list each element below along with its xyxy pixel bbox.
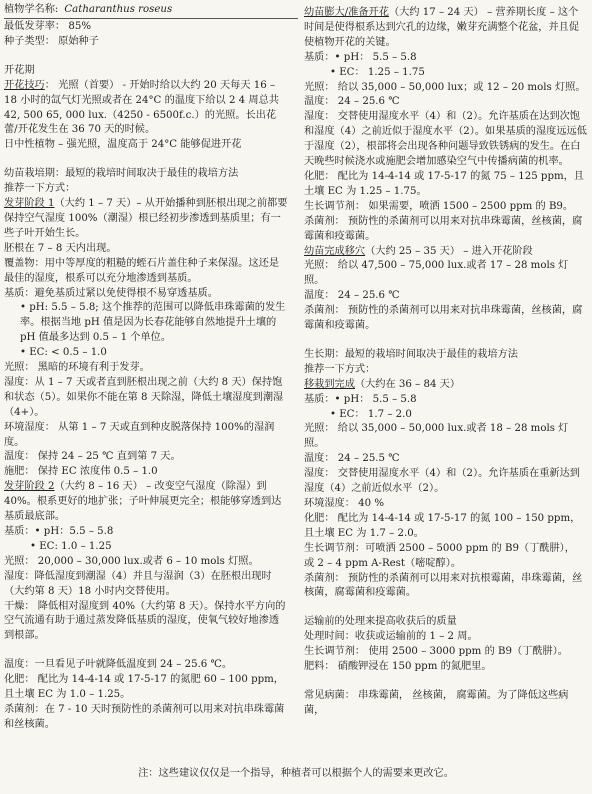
section-heading: 开花技巧 <box>4 79 45 91</box>
paragraph-text: 运输前的处理来提高收获后的质量 <box>304 616 457 628</box>
right-paragraph <box>304 408 588 423</box>
paragraph-text: （大约 25 – 35 天） – 进入开花阶段 <box>365 245 533 257</box>
paragraph-spacer <box>304 675 588 689</box>
paragraph-spacer <box>304 334 588 348</box>
right-paragraph <box>304 660 588 675</box>
left-paragraph <box>4 287 288 302</box>
paragraph-text: EC: < 0.5 – 1.0 <box>29 347 107 359</box>
paragraph-text: 温度： 24 – 25.5 ℃ <box>304 453 400 465</box>
paragraph-text: 化肥： 配比为 14-4-14 或 17-5-17 的氮 75 – 125 ppm，且土壤 EC 为 1.25 – 1.75。 <box>304 170 584 197</box>
right-paragraph <box>304 259 588 289</box>
paragraph-text: EC： 1.7 – 2.0 <box>339 408 412 420</box>
right-paragraph <box>304 304 588 334</box>
paragraph-text: 推荐一下方式： <box>304 363 376 375</box>
paragraph-text: 环境湿度： 40 % <box>304 498 385 509</box>
paragraph-text: 基质：• pH： 5.5 – 5.8 <box>304 51 417 63</box>
left-paragraph <box>4 525 288 540</box>
botanical-name-label: 植物学名称: <box>4 4 59 16</box>
right-paragraph <box>304 110 588 170</box>
right-paragraph <box>304 452 588 467</box>
right-paragraph <box>304 497 588 512</box>
left-paragraph <box>4 703 288 733</box>
paragraph-text: 生长调节剂：可喷洒 2500 – 5000 ppm 的 B9（丁酰肼）， 或 2 – 4 ppm A-Rest（嘧啶醇）。 <box>304 542 575 569</box>
left-paragraph <box>4 450 288 465</box>
left-paragraph <box>4 361 288 376</box>
right-paragraph <box>304 51 588 66</box>
paragraph-text: 湿度： 交替使用湿度水平（4）和（2）。允许基质在重新达到湿度（4）之前近似水平（2）。 <box>304 468 580 495</box>
footer-note: 注：这些建议仅仅是一个指导，种植者可以根据个人的需要来更改它。 <box>138 768 454 779</box>
paragraph-text: 推荐一下方式： <box>4 183 76 195</box>
right-paragraph <box>304 393 588 408</box>
right-paragraph <box>304 378 588 393</box>
paragraph-text: 温度：一旦看见子叶就降低温度到 24 – 25.6 ℃。 <box>4 659 233 671</box>
right-paragraph <box>304 6 588 51</box>
paragraph-text: pH: 5.5 – 5.8; 这个推荐的范围可以降低串珠霉菌的发生率。根据当地 pH 值是因为长春花能够自然地提升土壤的 pH 值最多达到 0.5 – 1 个单位。 <box>20 302 286 344</box>
right-paragraph <box>304 630 588 645</box>
section-heading: 幼苗膨大/准备开花 <box>304 7 389 18</box>
right-paragraph <box>304 572 588 602</box>
paragraph-text: 常见病菌： 串珠霉菌， 丝核菌， 腐霉菌。为了降低这些病菌， <box>304 689 569 716</box>
left-paragraph <box>4 480 288 525</box>
paragraph-text: 光照： 20,000 – 30,000 lux.或者 6 – 10 mols 灯照。 <box>4 555 259 567</box>
paragraph-spacer <box>4 153 288 167</box>
left-column <box>4 20 288 754</box>
paragraph-text: （大约 17 – 24 天） – 营养期长度 – 这个时间是使得根系达到穴孔的边缘，嫩芽充满整个花盆，并且促使植物开花的关键。 <box>304 7 580 48</box>
right-column <box>304 6 588 766</box>
right-paragraph <box>304 512 588 542</box>
paragraph-text: 化肥： 配比为 14-4-14 或 17-5-17 的氮 100 – 150 ppm，且土壤 EC 为 1.7 – 2.0。 <box>304 512 581 539</box>
paragraph-text: 杀菌剂： 预防性的杀菌剂可以用来对抗串珠霉菌，丝核菌，腐霉菌和疫霉菌。 <box>304 305 583 332</box>
right-paragraph <box>304 95 588 110</box>
paragraph-text: 杀菌剂：在 7 - 10 天时预防性的杀菌剂可以用来对抗串珠霉菌和丝核菌。 <box>4 703 285 730</box>
paragraph-text: 生长调节剂： 使用 2500 – 3000 ppm 的 B9（丁酰肼）。 <box>304 646 568 658</box>
right-paragraph <box>304 200 588 215</box>
paragraph-text: 种子类型： 原始种子 <box>4 35 99 47</box>
left-paragraph <box>4 35 288 50</box>
left-paragraph <box>4 658 288 673</box>
paragraph-text: 温度： 保持 24 – 25 ℃ 直到第 7 天。 <box>4 451 181 463</box>
right-paragraph <box>304 170 588 200</box>
paragraph-text: 光照： 给以 35,000 – 50,000 lux.或者 18 – 28 mols 灯照。 <box>304 423 569 450</box>
paragraph-text: ： 光照（首要） - 开始时给以大约 20 天每天 16 – 18 小时的氙气灯光照或者在 24°C 的温度下给以 2 4 周总共 42, 500 65, 000 lux.（4250 - 6500f.c.）的光照。长出花蕾/开花发生在 36 70 天的时候。 <box>4 79 279 136</box>
paragraph-text: EC： 1.25 – 1.75 <box>339 66 425 78</box>
left-paragraph <box>4 346 288 361</box>
paragraph-text: 湿度：从 1 – 7 天或者直到胚根出现之前（大约 8 天）保持饱和状态（5）。如果你不能在第 8 天除湿，降低土壤湿度到潮湿（4+）。 <box>4 376 284 418</box>
section-heading: 移栽到完成 <box>304 378 355 390</box>
left-paragraph <box>4 79 288 139</box>
paragraph-text: 环境湿度： 从第 1 – 7 天或直到种皮脱落保持 100%的湿润度。 <box>4 421 275 448</box>
left-paragraph <box>4 376 288 421</box>
paragraph-text: 杀菌剂： 预防性的杀菌剂可以用来对抗根霉菌，串珠霉菌，丝核菌，腐霉菌和疫霉菌。 <box>304 572 583 599</box>
right-paragraph <box>304 215 588 245</box>
left-paragraph <box>4 570 288 600</box>
paragraph-text: 光照： 给以 47,500 – 75,000 lux.或者 17 – 28 mols 灯照。 <box>304 260 569 287</box>
paragraph-text: 基质：• pH： 5.5 – 5.8 <box>304 393 417 405</box>
paragraph-text: （大约在 36 – 84 天） <box>354 378 461 390</box>
right-paragraph <box>304 289 588 304</box>
right-paragraph <box>304 348 588 363</box>
paragraph-text: 光照： 黑暗的环境有利于发芽。 <box>4 362 150 374</box>
left-paragraph <box>4 138 288 153</box>
section-heading: 发芽阶段 1 <box>4 198 55 210</box>
left-paragraph <box>4 64 288 79</box>
right-paragraph <box>304 363 588 378</box>
left-paragraph <box>4 301 288 346</box>
left-paragraph <box>4 465 288 480</box>
paragraph-text: 温度： 24 – 25.6 ℃ <box>304 290 400 302</box>
paragraph-text: 光照： 给以 35,000 – 50,000 lux；或 12 – 20 mols 灯照。 <box>304 81 586 93</box>
right-paragraph <box>304 245 588 260</box>
paragraph-text: （大约 8 – 16 天） – 改变空气湿度（除湿）到 40%。根系更好的地扩张；子叶伸展更完全；根能够穿透到达基质最底部。 <box>4 481 282 523</box>
paragraph-text: 施肥： 保持 EC 浓度伟 0.5 – 1.0 <box>4 466 158 478</box>
paragraph-text: 处理时间：收获或运输前的 1 – 2 周。 <box>304 631 478 643</box>
paragraph-text: 基质：避免基质过紧以免使得根不易穿透基质。 <box>4 287 218 299</box>
paragraph-text: 化肥： 配比为 14-4-14 或 17-5-17 的氮肥 60 – 100 ppm，且土壤 EC 为 1.0 – 1.25。 <box>4 674 284 701</box>
left-paragraph <box>4 242 288 257</box>
left-paragraph <box>4 20 288 35</box>
right-paragraph <box>304 467 588 497</box>
paragraph-text: 最低发芽率： 85% <box>4 21 92 32</box>
right-paragraph <box>304 615 588 630</box>
paragraph-text: 杀菌剂： 预防性的杀菌剂可以用来对抗串珠霉菌，丝核菌，腐霉菌和疫霉菌。 <box>304 215 583 242</box>
paragraph-text: 生长调节剂： 如果需要，喷洒 1500 – 2500 ppm 的 B9。 <box>304 200 574 212</box>
paragraph-text: 幼苗栽培期：最短的栽培时间取决于最佳的栽培方法 <box>4 168 239 180</box>
right-paragraph <box>304 66 588 81</box>
paragraph-spacer <box>4 50 288 64</box>
paragraph-spacer <box>4 644 288 658</box>
left-paragraph <box>4 257 288 287</box>
paragraph-text: 生长期：最短的栽培时间取决于最佳的栽培方法 <box>304 348 518 360</box>
botanical-name-header <box>4 2 298 19</box>
paragraph-text: （大约 1 – 7 天）– 从开始播种到胚根出现之前都要保持空气湿度 100%（潮湿）根已经初步渗透到基质里；有一些子叶开始生长。 <box>4 198 288 239</box>
left-paragraph <box>4 540 288 555</box>
left-paragraph <box>4 167 288 182</box>
paragraph-text: 日中性植物 – 强光照，温度高于 24°C 能够促进开花 <box>4 139 242 151</box>
section-heading: 发芽阶段 2 <box>4 481 55 493</box>
paragraph-text: 开花期 <box>4 64 35 76</box>
right-paragraph <box>304 542 588 572</box>
paragraph-text: 湿度： 交替使用湿度水平（4）和（2）。允许基质在达到次饱和湿度（4）之前近似于湿度水平（2）。如果基质的湿度远远低于湿度（2），根部将会出现各种问题导致铁锈病的发生。在白天晚些时候浇水或施肥会增加感染空气中传播病菌的机率。 <box>304 111 587 168</box>
left-paragraph <box>4 197 288 242</box>
paragraph-text: 干燥： 降低相对湿度到 40%（大约第 8 天）。保持水平方向的空气流通有助于通过蒸发降低基质的湿度，使氧气较好地渗透到根部。 <box>4 600 286 642</box>
left-paragraph <box>4 182 288 197</box>
paragraph-text: 基质：• pH：5.5 – 5.8 <box>4 526 114 537</box>
paragraph-text: EC: 1.0 – 1.25 <box>39 540 112 552</box>
paragraph-text: 胚根在 7 – 8 天内出现。 <box>4 242 117 254</box>
left-paragraph <box>4 600 288 645</box>
paragraph-text: 肥料： 硝酸钾浸在 150 ppm 的氮肥里。 <box>304 661 492 673</box>
botanical-name-latin: Catharanthus roseus <box>64 4 173 16</box>
left-paragraph <box>4 421 288 451</box>
right-paragraph <box>304 81 588 96</box>
right-paragraph <box>304 422 588 452</box>
paragraph-text: 温度： 24 – 25.6 ℃ <box>304 96 400 108</box>
paragraph-text: 覆盖物：用中等厚度的粗糙的蛭石片盖住种子来保湿。这还是最佳的湿度，根系可以充分地渗透到基质。 <box>4 257 280 284</box>
right-paragraph <box>304 645 588 660</box>
paragraph-text: 湿度：降低湿度到潮湿（4）并且与湿润（3）在胚根出现时（大约第 8 天）18 小时内交替使用。 <box>4 570 272 597</box>
left-paragraph <box>4 555 288 570</box>
section-heading: 幼苗完成移穴 <box>304 245 366 257</box>
right-paragraph <box>304 689 588 719</box>
paragraph-spacer <box>304 601 588 615</box>
left-paragraph <box>4 673 288 703</box>
